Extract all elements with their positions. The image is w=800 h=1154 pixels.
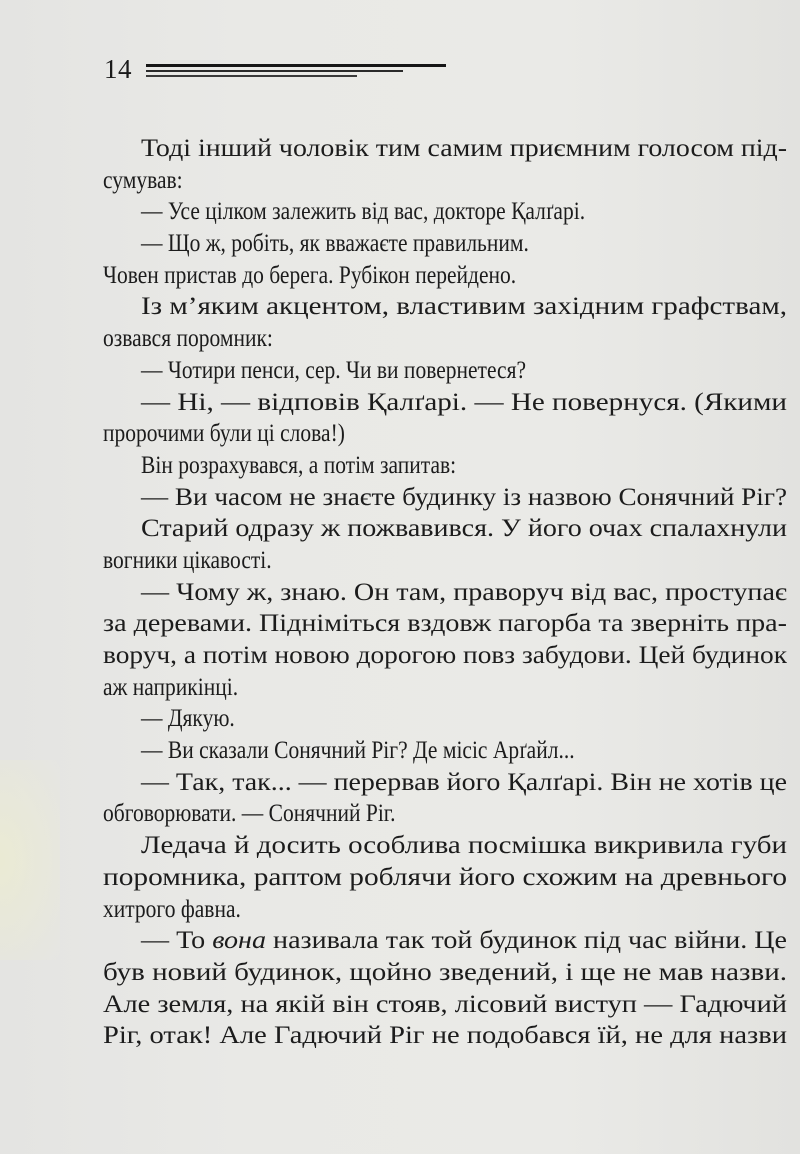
text-line: хитрого фавна. (103, 895, 241, 923)
text-line: — Чотири пенси, сер. Чи ви повернетеся? (141, 356, 527, 384)
text-line: — Так, так... — перервав його Қалґарі. Він не хотів це (141, 768, 787, 796)
text-line: — Що ж, робіть, як вважаєте правильним. (141, 230, 529, 258)
header-rule-short (146, 75, 357, 77)
text-line: за деревами. Підніміться вздовж пагорба та зверніть пра- (103, 610, 787, 638)
text-line: Старий одразу ж пожвавився. У його очах спалахнули (141, 515, 787, 543)
text-line: Але земля, на якій він стояв, лісовий виступ — Гадючий (103, 990, 787, 1018)
text-line: аж наприкінці. (103, 673, 239, 701)
italic-word: вона (212, 927, 267, 955)
text-line: Ріг, отак! Але Гадючий Ріг не подобався їй, не для назви (103, 1022, 787, 1050)
text-line: — Ні, — відповів Қалґарі. — Не повернуся. (Якими (141, 388, 787, 416)
text-line: вогники цікавості. (103, 546, 272, 574)
text-line: — Дякую. (141, 705, 235, 733)
text-line: пророчими були ці слова!) (103, 420, 345, 448)
text-line: обговорювати. — Сонячний Ріг. (103, 800, 396, 828)
text-line: Тоді інший чоловік тим самим приємним голосом під- (141, 135, 787, 162)
text-line: — Ви сказали Сонячний Ріг? Де місіс Арґайл... (141, 737, 575, 765)
text-line: був новий будинок, щойно зведений, і ще не мав назви. (103, 958, 787, 986)
running-header (104, 52, 464, 92)
text-line: Він розрахувався, а потім запитав: (141, 451, 457, 479)
text-line: Ледача й досить особлива посмішка викривила губи (141, 832, 787, 860)
text-line: Човен пристав до берега. Рубікон перейдено. (103, 261, 517, 289)
header-rule-medium (146, 70, 403, 72)
text-segment: — То (141, 927, 213, 955)
text-line: озвався поромник: (103, 325, 273, 353)
text-line: — Усе цілком залежить від вас, докторе Қалґарі. (141, 198, 586, 226)
text-line: — Чому ж, знаю. Он там, праворуч від вас, проступає (141, 578, 787, 606)
paper-discoloration (0, 760, 60, 960)
page-number: 14 (104, 54, 132, 84)
text-line: Із м’яким акцентом, властивим західним графствам, (141, 293, 787, 321)
text-line: сумував: (103, 166, 183, 194)
body-text (103, 133, 787, 1052)
header-rule-long (146, 64, 446, 67)
text-line: поромника, раптом роблячи його схожим на древнього (103, 863, 787, 891)
text-segment: називала так той будинок під час війни. Це (266, 927, 787, 955)
text-line: воруч, а потім новою дорогою повз забудови. Цей будинок (103, 642, 787, 669)
text-line-with-italic (103, 925, 787, 957)
text-line: — Ви часом не знаєте будинку із назвою Сонячний Ріг? (141, 483, 787, 511)
